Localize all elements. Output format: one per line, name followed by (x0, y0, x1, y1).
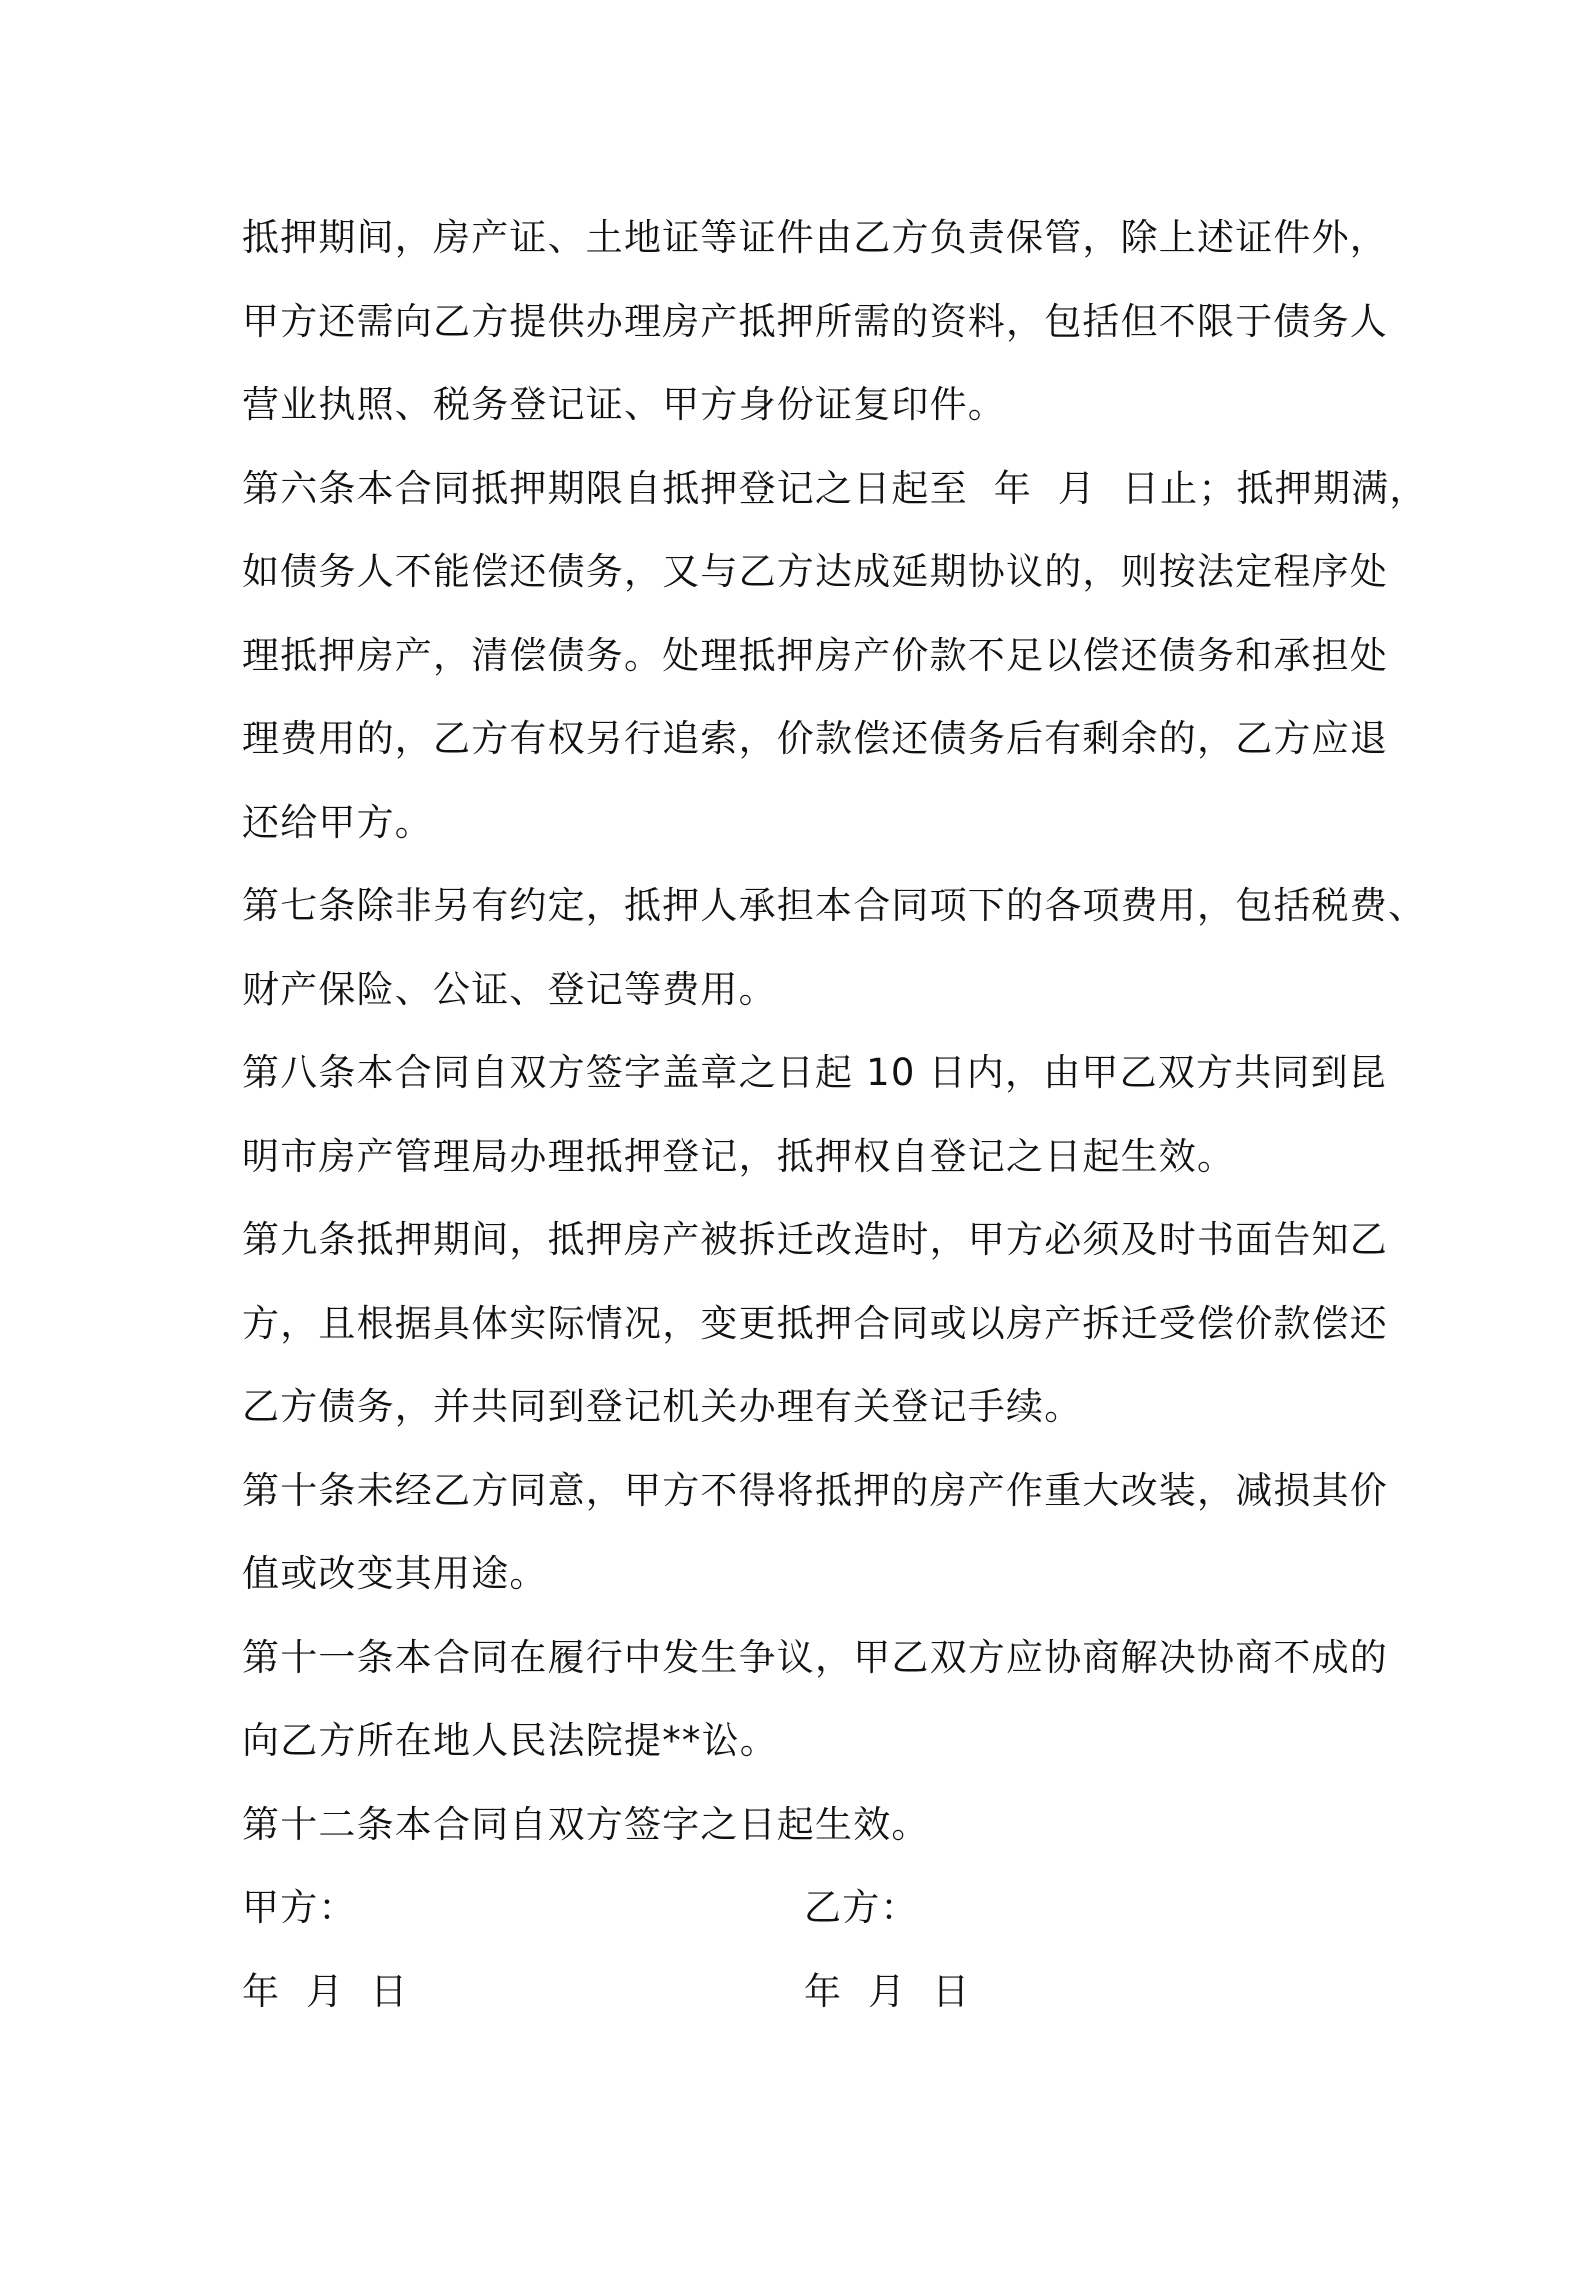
party-a-date: 年 月 日 (242, 1969, 409, 2013)
text-line: 明市房产管理局办理抵押登记，抵押权自登记之日起生效。 (242, 1134, 1236, 1178)
signature-date-row (242, 1950, 1370, 2034)
text-line: 乙方债务，并共同到登记机关办理有关登记手续。 (242, 1385, 1083, 1428)
article-10-line: 第十条未经乙方同意，甲方不得将抵押的房产作重大改装，减损其价 (242, 1468, 1388, 1512)
text-line: 方，且根据具体实际情况，变更抵押合同或以房产拆迁受偿价款偿还 (242, 1301, 1388, 1345)
article-11-line: 第十一条本合同在履行中发生争议，甲乙双方应协商解决协商不成的 (242, 1635, 1388, 1679)
text-line: 营业执照、税务登记证、甲方身份证复印件。 (242, 383, 1006, 426)
text-line: 甲方还需向乙方提供办理房产抵押所需的资料，包括但不限于债务人 (242, 299, 1388, 343)
article-9-line: 第九条抵押期间，抵押房产被拆迁改造时，甲方必须及时书面告知乙 (242, 1218, 1388, 1261)
article-12-line: 第十二条本合同自双方签字之日起生效。 (242, 1802, 930, 1846)
party-a-label: 甲方： (242, 1886, 357, 1929)
text-line: 财产保险、公证、登记等费用。 (242, 967, 777, 1011)
document-body (242, 196, 1428, 2033)
text-line: 向乙方所在地人民法院提**讼。 (242, 1719, 778, 1762)
article-6-line: 第六条本合同抵押期限自抵押登记之日起至 年 月 日止；抵押期满， (242, 466, 1428, 510)
party-b-label: 乙方： (804, 1886, 919, 1929)
text-line: 如债务人不能偿还债务，又与乙方达成延期协议的，则按法定程序处 (242, 550, 1388, 593)
article-7-line: 第七条除非另有约定，抵押人承担本合同项下的各项费用，包括税费、 (242, 884, 1427, 927)
article-8-line: 第八条本合同自双方签字盖章之日起 10 日内，由甲乙双方共同到昆 (242, 1051, 1388, 1094)
signature-party-row (242, 1866, 1370, 1950)
text-line: 抵押期间，房产证、土地证等证件由乙方负责保管，除上述证件外， (242, 216, 1388, 259)
text-line: 还给甲方。 (242, 800, 433, 844)
text-line: 值或改变其用途。 (242, 1552, 548, 1595)
text-line: 理抵押房产，清偿债务。处理抵押房产价款不足以偿还债务和承担处 (242, 633, 1388, 677)
text-line: 理费用的，乙方有权另行追索，价款偿还债务后有剩余的，乙方应退 (242, 717, 1388, 760)
party-b-date: 年 月 日 (804, 1969, 971, 2013)
